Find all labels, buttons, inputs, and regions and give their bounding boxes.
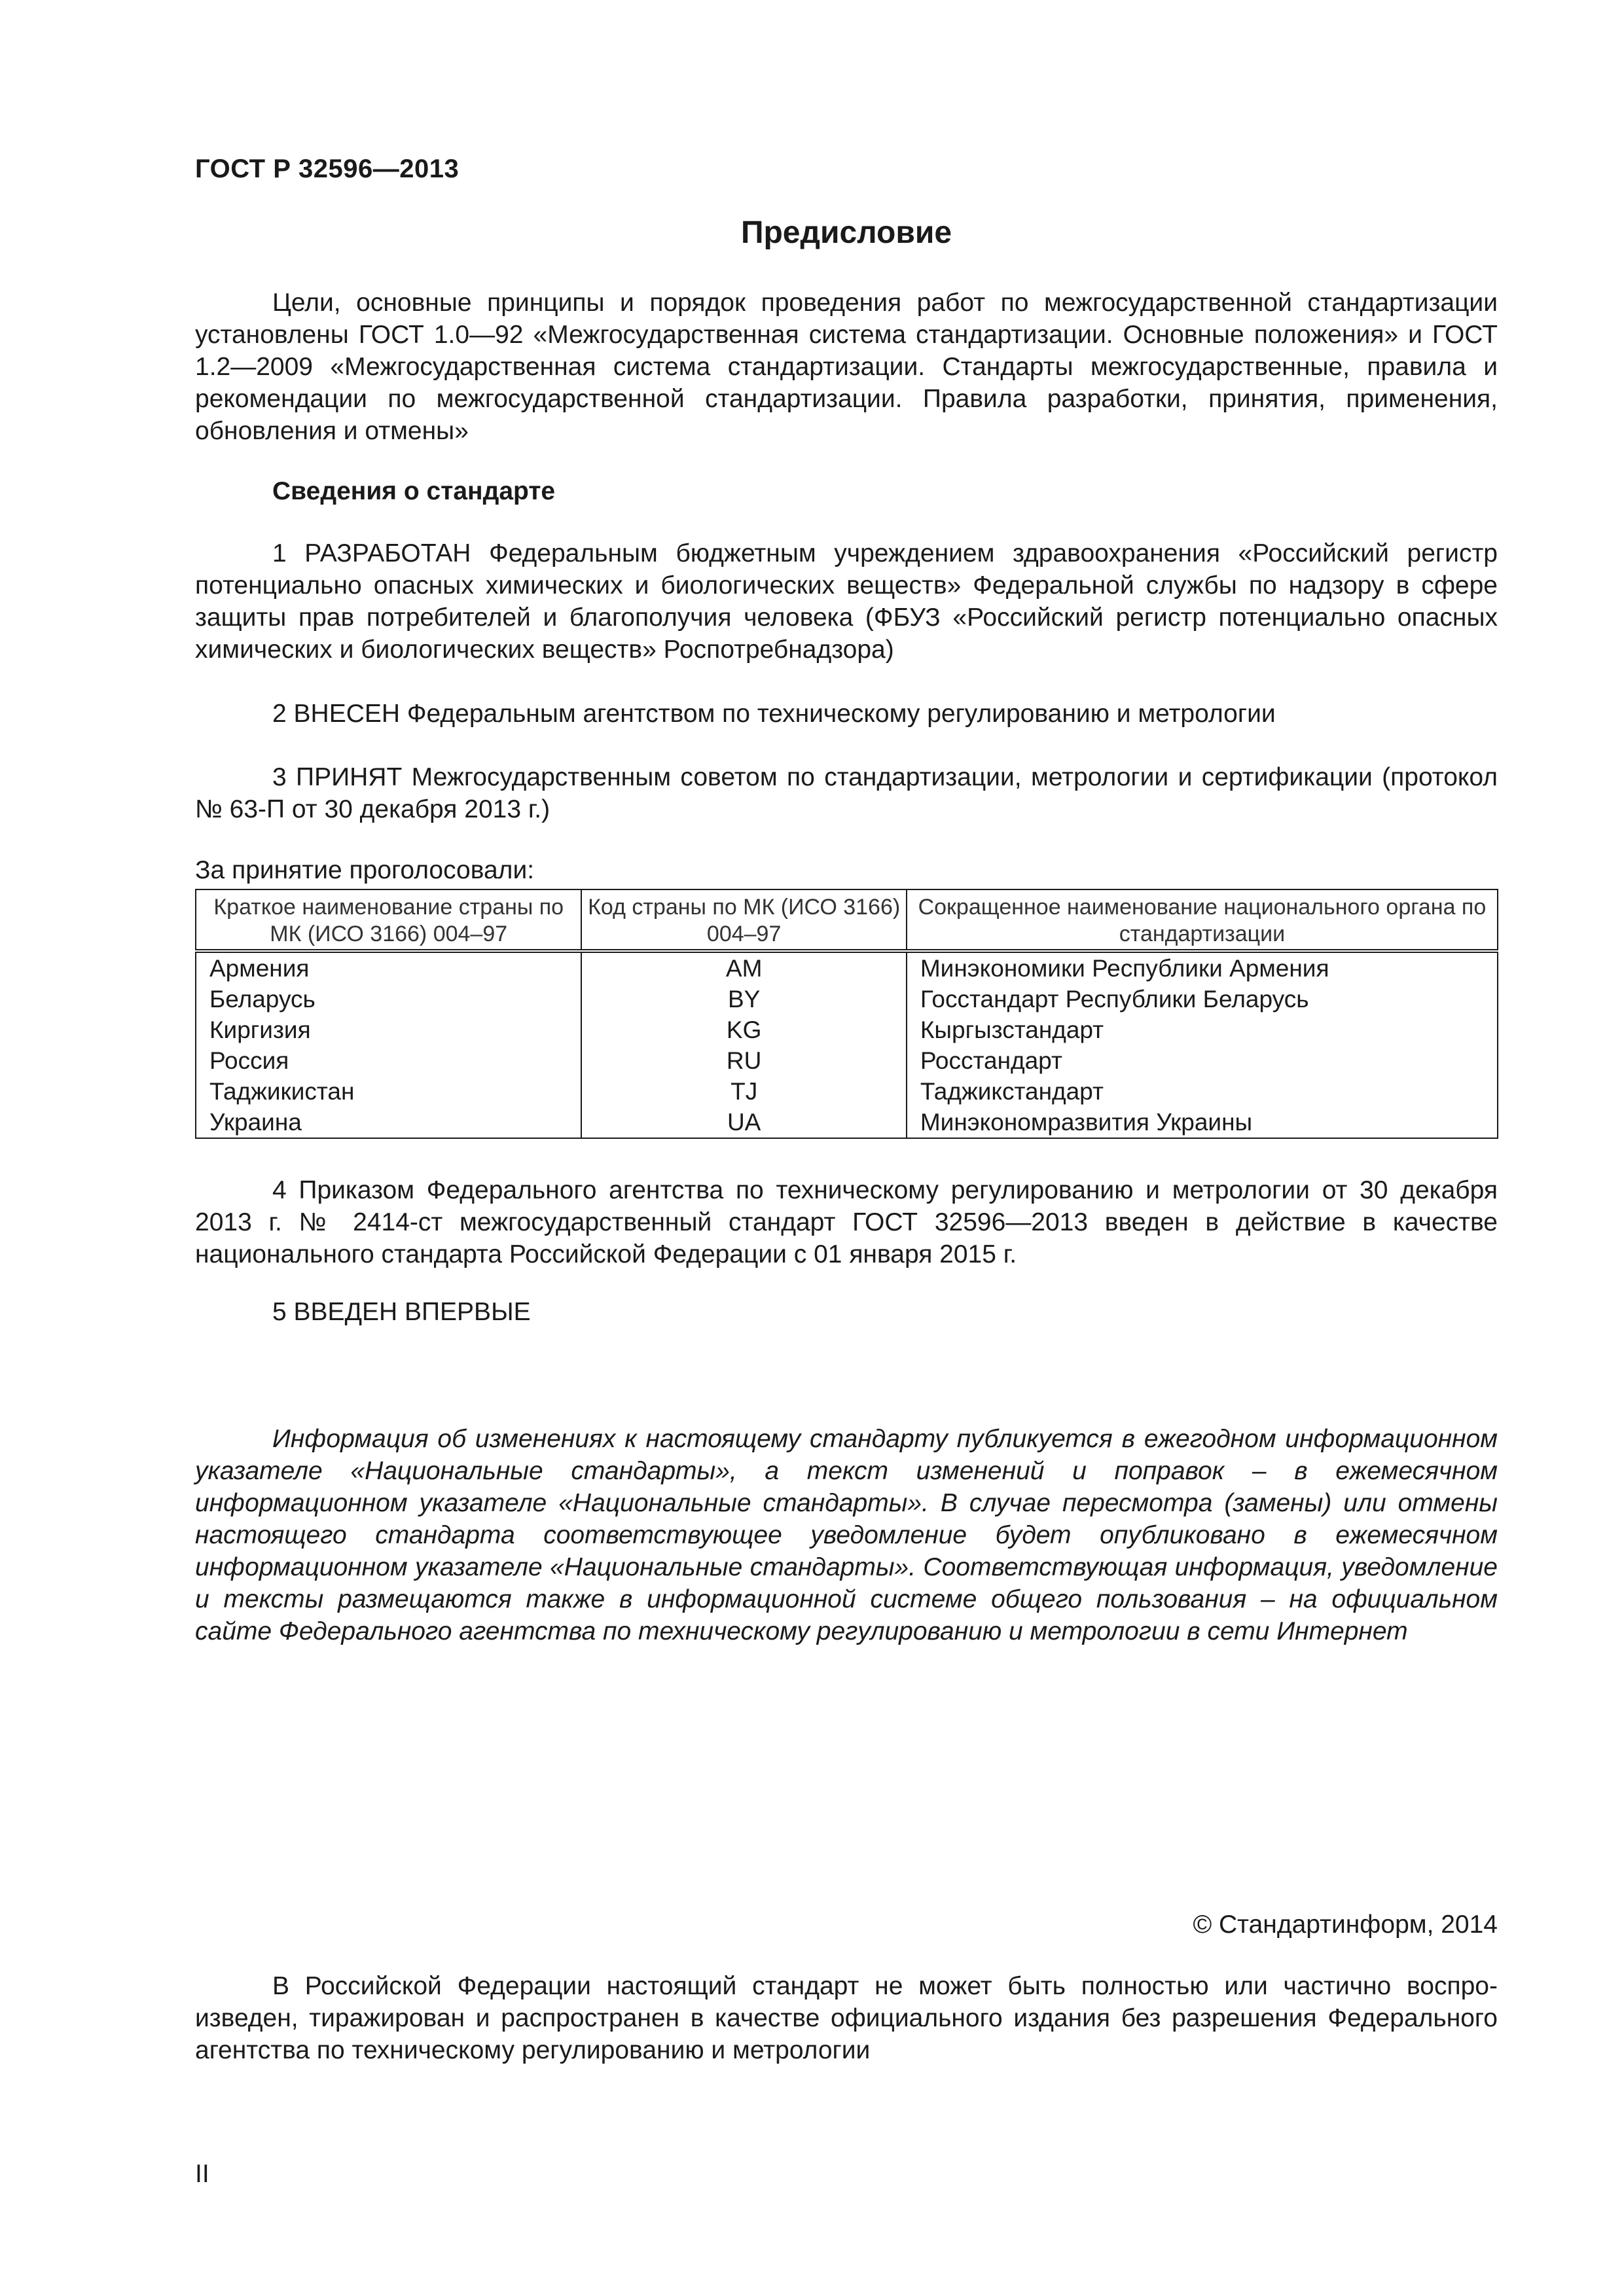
votes-table — [195, 889, 1498, 1139]
item-adopted: 3 ПРИНЯТ Межгосударственным советом по стандартизации, метрологии и сертификации (протокол № 63-П от 30 декабря 2013 г.) — [195, 763, 1498, 823]
national-body: Таджикстандарт — [907, 1076, 1498, 1107]
country-code: KG — [581, 1014, 906, 1045]
item-submitted: 2 ВНЕСЕН Федеральным агентством по техническому регулированию и метрологии — [272, 700, 1276, 728]
table-row — [196, 1076, 1498, 1107]
votes-intro: За принятие проголосовали: — [195, 856, 535, 884]
national-body: Минэкономики Республики Армения — [907, 951, 1498, 984]
column-header-code: Код страны по МК (ИСО 3166) 004–97 — [581, 889, 906, 951]
country-code: UA — [581, 1107, 906, 1138]
country-name: Украина — [196, 1107, 581, 1138]
item-enacted: 4 Приказом Федерального агентства по техническому регулированию и метрологии от 30 декабря 2013 г. № 2414-ст межгосударственный стандарт ГОСТ 32596—2013 введен в действие в качестве национального стандарта Российской Федерации с 01 января 2015 г. — [195, 1176, 1498, 1268]
country-code: BY — [581, 984, 906, 1014]
reproduction-notice: В Российской Федерации настоящий стандарт не может быть полностью или частично воспроизведен, тиражирован и распространен в качестве официального издания без разрешения Федерального агентства по техническому регулированию и метрологии — [195, 1972, 1498, 2064]
table-row — [196, 951, 1498, 984]
national-body: Кыргызстандарт — [907, 1014, 1498, 1045]
national-body: Росстандарт — [907, 1045, 1498, 1076]
table-row — [196, 1045, 1498, 1076]
standard-info-heading: Сведения о стандарте — [272, 477, 556, 505]
column-header-body: Сокращенное наименование национального органа по стандартизации — [907, 889, 1498, 951]
table-row — [196, 1014, 1498, 1045]
table-row — [196, 1107, 1498, 1138]
item-developed: 1 РАЗРАБОТАН Федеральным бюджетным учреждением здравоохранения «Российский регистр потенциально опасных химических и биологических веществ» Федеральной службы по надзору в сфере защиты прав потребителей и благополучия человека (ФБУЗ «Российский регистр потенциально опасных химических и биологических веществ» Роспотребнадзора) — [195, 539, 1498, 664]
country-name: Киргизия — [196, 1014, 581, 1045]
changes-info-notice: Информация об изменениях к настоящему стандарту публикуется в ежегодном информационном указателе «Национальные стандарты», а текст изменений и поправок – в ежемесячном информационном указателе «Национальные стандарты». В случае пересмотра (замены) или отмены настоящего стандарта соответствующее уведомление будет опубликовано в ежемесячном информационном указателе «Национальные стандарты». Соответствующая информация, уведомление и тексты размещаются также в информационной системе общего пользования – на официальном сайте Федерального агентства по техническому регулированию и метрологии в сети Интернет — [195, 1425, 1498, 1645]
national-body: Госстандарт Республики Беларусь — [907, 984, 1498, 1014]
copyright-notice: © Стандартинформ, 2014 — [1193, 1910, 1498, 1939]
standard-code: ГОСТ Р 32596—2013 — [195, 154, 460, 183]
country-name: Армения — [196, 951, 581, 984]
intro-paragraph: Цели, основные принципы и порядок проведения работ по межгосударственной стандартизации установлены ГОСТ 1.0—92 «Межгосударственная система стандартизации. Основные положения» и ГОСТ 1.2—2009 «Межгосударственная система стандартизации. Стандарты межгосударственные, правила и рекомендации по межгосударственной стандартизации. Правила разработки, принятия, применения, обновления и отмены» — [195, 289, 1498, 445]
table-row — [196, 984, 1498, 1014]
page-number: II — [195, 2160, 209, 2188]
country-code: AM — [581, 951, 906, 984]
country-name: Беларусь — [196, 984, 581, 1014]
country-code: RU — [581, 1045, 906, 1076]
table-header-row — [196, 889, 1498, 951]
column-header-country: Краткое наименование страны по МК (ИСО 3166) 004–97 — [196, 889, 581, 951]
country-name: Таджикистан — [196, 1076, 581, 1107]
item-introduced-first: 5 ВВЕДЕН ВПЕРВЫЕ — [272, 1298, 531, 1326]
page-title: Предисловие — [740, 215, 952, 250]
national-body: Минэкономразвития Украины — [907, 1107, 1498, 1138]
country-name: Россия — [196, 1045, 581, 1076]
country-code: TJ — [581, 1076, 906, 1107]
